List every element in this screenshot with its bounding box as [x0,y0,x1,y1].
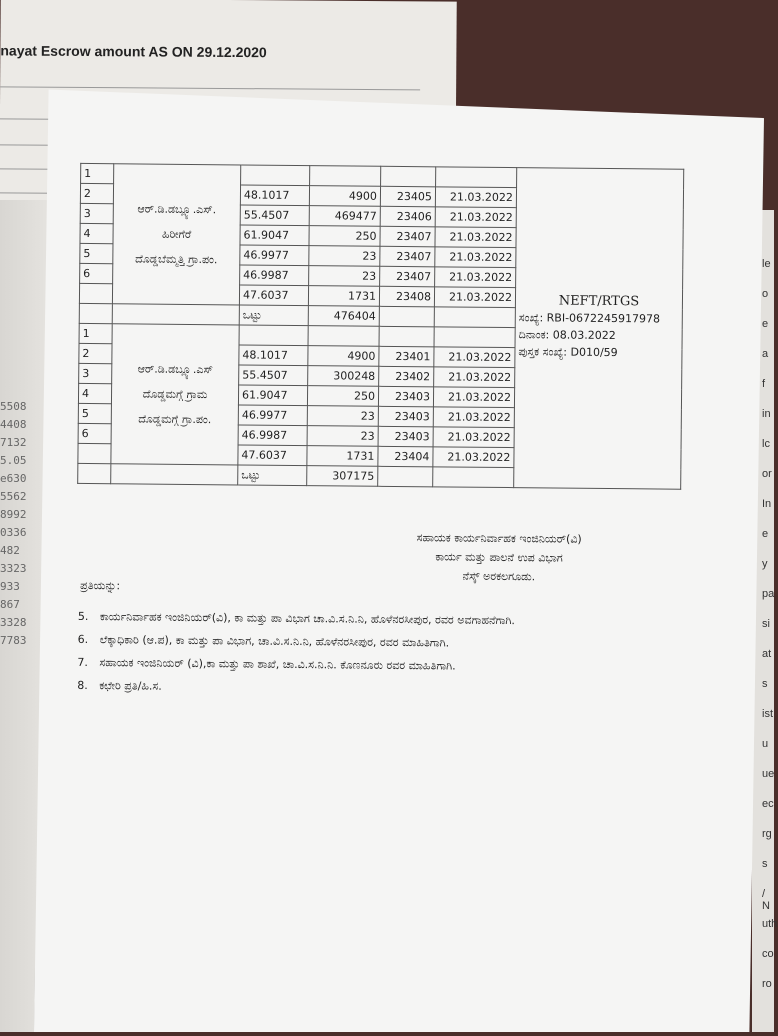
reference-cell: 23402 [379,366,434,387]
reference-cell: 23407 [380,246,435,267]
scheme-name-line: ಹಿರೀಗೆರೆ [161,227,192,241]
list-item-number: 6. [77,632,89,647]
signature-block [416,528,582,587]
margin-text-fragment: at [762,648,772,660]
reference-cell: 23403 [378,406,433,427]
date-cell [434,307,515,328]
margin-text-fragment: co [762,948,774,960]
list-item-text: ಕಾರ್ಯನಿರ್ವಾಹಕ ಇಂಜಿನಿಯರ್(ವಿ), ಕಾ ಮತ್ತು ಪಾ ವಿಭಾಗ ಚಾ.ವಿ.ಸ.ನಿ.ನಿ, ಹೊಳೆನರಸೀಪುರ, ರವರ ಅವಗಾಹನೆಗಾಗಿ. [99,610,515,628]
margin-number: 5.05 [0,454,27,467]
reference-cell: 23403 [378,386,433,407]
margin-text-fragment: / N [762,888,770,912]
serial-cell: 2 [79,343,112,363]
margin-text-fragment: ist [762,708,773,720]
margin-text-fragment: e [762,528,769,540]
copies-heading: ಪ್ರತಿಯನ್ನು: [80,578,121,593]
date-cell: 21.03.2022 [433,427,514,448]
margin-text-fragment: e [762,318,769,330]
margin-number: 3328 [0,616,27,629]
serial-cell: 2 [80,183,113,203]
margin-text-fragment: in [762,408,771,420]
margin-text-fragment: ec [762,798,774,810]
amount-cell: 250 [307,386,378,407]
serial-cell: 4 [78,383,111,403]
list-item-number: 8. [77,678,88,693]
reference-cell: 23408 [379,286,434,307]
margin-number: 482 [0,544,20,557]
value-cell: 46.9977 [238,405,307,426]
amount-cell: 1731 [307,446,378,467]
scheme-name-line: ದೊಡ್ಡಮಗ್ಗೆ ಗ್ರಾ.ಪಂ. [138,412,212,427]
date-cell: 21.03.2022 [435,227,516,248]
margin-text-fragment: le [762,258,771,270]
margin-text-fragment: lc [762,438,770,450]
date-cell: 21.03.2022 [434,287,515,308]
total-label: ಒಟ್ಟು [239,305,308,326]
list-item [77,674,514,701]
date-cell: 21.03.2022 [435,187,516,208]
margin-text-fragment: u [762,738,769,750]
reference-cell: 23406 [380,206,435,227]
scheme-name-line: ಆರ್.ಡಿ.ಡಬ್ಲ್ಯೂ.ಎಸ್. [137,202,217,217]
margin-number: 5562 [0,490,27,503]
scheme-name-cell [112,304,239,325]
date-cell: 21.03.2022 [434,367,515,388]
value-cell: 61.9047 [240,225,309,246]
reference-cell [378,466,433,487]
margin-text-fragment: si [762,618,770,630]
scheme-name-cell [112,164,240,305]
margin-text-fragment: or [762,468,772,480]
value-cell [241,165,310,186]
margin-text-fragment: pa [762,588,775,600]
scheme-name-line: ದೊಡ್ಡಮಗ್ಗೆ ಗ್ರಾಮ [142,387,208,402]
reference-cell: 23404 [378,446,433,467]
margin-text-fragment: uth [762,918,778,930]
reference-cell [379,326,434,347]
list-item-number: 7. [77,655,89,670]
date-cell [436,167,517,188]
date-cell [434,327,515,348]
margin-number: 0336 [0,526,27,539]
margin-number: 5508 [0,400,27,413]
reference-cell [381,166,436,187]
margin-text-fragment: In [762,498,772,510]
date-cell: 21.03.2022 [435,267,516,288]
margin-number: 3323 [0,562,27,575]
scheme-name-line: ಆರ್.ಡಿ.ಡಬ್ಲ್ಯೂ.ಎಸ್ [137,362,213,377]
escrow-table [77,163,684,490]
neft-title: NEFT/RTGS [558,293,640,310]
neft-number: ಸಂಖ್ಯೆ: RBI-0672245917978 [518,311,661,326]
amount-cell: 23 [309,266,380,287]
margin-number: 867 [0,598,20,611]
total-amount: 476404 [308,306,379,327]
list-item-text: ಕಛೇರಿ ಪ್ರತಿ/ಹಿ.ಸ. [99,679,162,693]
margin-text-fragment: y [762,558,768,570]
margin-number: 8992 [0,508,27,521]
signature-line-2: ಕಾರ್ಯ ಮತ್ತು ಪಾಲನೆ ಉಪ ವಿಭಾಗ [435,550,563,565]
scheme-name-line: ದೊಡ್ಡಬೆಮ್ಮತ್ತಿ ಗ್ರಾ.ಪಂ. [135,252,218,267]
reference-cell: 23401 [379,346,434,367]
serial-cell: 6 [80,263,113,283]
serial-cell: 3 [79,363,112,383]
amount-cell: 23 [309,246,380,267]
amount-cell: 250 [309,226,380,247]
value-cell: 46.9987 [238,425,307,446]
amount-cell [308,326,379,347]
neft-details-cell [514,168,684,490]
signature-line-3: ನೆಸ್ಕ್ ಅರಕಲಗೂಡು. [462,569,536,584]
date-cell: 21.03.2022 [435,247,516,268]
margin-text-fragment: s [762,678,768,690]
serial-cell: 1 [81,163,114,183]
serial-cell: 5 [78,403,111,423]
serial-cell: 3 [80,203,113,223]
margin-text-fragment: a [762,348,769,360]
reference-cell [379,306,434,327]
list-item-number: 5. [77,609,89,624]
serial-cell [78,463,111,483]
value-cell: 55.4507 [239,365,308,386]
serial-cell: 4 [80,223,113,243]
date-cell: 21.03.2022 [435,207,516,228]
date-cell: 21.03.2022 [433,447,514,468]
serial-cell [78,443,111,463]
reference-cell: 23407 [380,266,435,287]
margin-text-fragment: ue [762,768,775,780]
value-cell: 48.1017 [240,185,309,206]
background-sheet-header: nayat Escrow amount AS ON 29.12.2020 [0,42,267,61]
amount-cell: 23 [307,426,378,447]
margin-text-fragment: f [762,378,766,390]
date-cell [433,467,514,488]
date-cell: 21.03.2022 [433,407,514,428]
signature-line-1: ಸಹಾಯಕ ಕಾರ್ಯನಿರ್ವಾಹಕ ಇಂಜಿನಿಯರ್(ವಿ) [416,531,582,546]
neft-book-number: ಪುಸ್ತಕ ಸಂಖ್ಯೆ: D010/59 [518,345,618,360]
value-cell: 55.4507 [240,205,309,226]
list-item-text: ಸಹಾಯಕ ಇಂಜಿನಿಯರ್ (ವಿ),ಕಾ ಮತ್ತು ಪಾ ಶಾಖೆ, ಚಾ.ವಿ.ಸ.ನಿ.ನಿ. ಕೊಣನೂರು ರವರ ಮಾಹಿತಿಗಾಗಿ. [99,656,456,673]
amount-cell: 23 [307,406,378,427]
margin-number: e630 [0,472,27,485]
margin-number: 933 [0,580,20,593]
reference-cell: 23405 [380,186,435,207]
value-cell: 46.9977 [240,245,309,266]
date-cell: 21.03.2022 [433,387,514,408]
serial-cell: 6 [78,423,111,443]
amount-cell: 4900 [309,186,380,207]
margin-text-fragment: rg [762,828,772,840]
value-cell: 47.6037 [239,285,308,306]
amount-cell: 300248 [308,366,379,387]
total-label: ಒಟ್ಟು [238,465,307,486]
reference-cell: 23403 [378,426,433,447]
copies-list [77,605,515,701]
scheme-name-cell [111,324,239,465]
value-cell: 61.9047 [238,385,307,406]
value-cell [239,325,308,346]
value-cell: 47.6037 [238,445,307,466]
list-item-text: ಲೆಕ್ಕಾಧಿಕಾರಿ (ಆ.ಪ), ಕಾ ಮತ್ತು ಪಾ ವಿಭಾಗ, ಚಾ.ವಿ.ಸ.ನಿ.ನಿ, ಹೊಳೆನರಸೀಪುರ, ರವರ ಮಾಹಿತಿಗಾಗಿ. [99,633,450,650]
margin-number: 4408 [0,418,27,431]
neft-date: ದಿನಾಂಕ: 08.03.2022 [518,328,616,343]
margin-text-fragment: s [762,858,768,870]
reference-cell: 23407 [380,226,435,247]
margin-text-fragment: ro [762,978,772,990]
margin-number: 7783 [0,634,27,647]
amount-cell: 1731 [308,286,379,307]
value-cell: 46.9987 [240,265,309,286]
value-cell: 48.1017 [239,345,308,366]
margin-text-fragment: o [762,288,769,300]
amount-cell: 469477 [309,206,380,227]
serial-cell: 1 [79,323,112,343]
serial-cell [79,303,112,323]
serial-cell [79,283,112,303]
date-cell: 21.03.2022 [434,347,515,368]
total-amount: 307175 [307,466,378,487]
scheme-name-cell [111,464,238,485]
margin-number: 7132 [0,436,27,449]
amount-cell [310,166,381,187]
amount-cell: 4900 [308,346,379,367]
serial-cell: 5 [80,243,113,263]
